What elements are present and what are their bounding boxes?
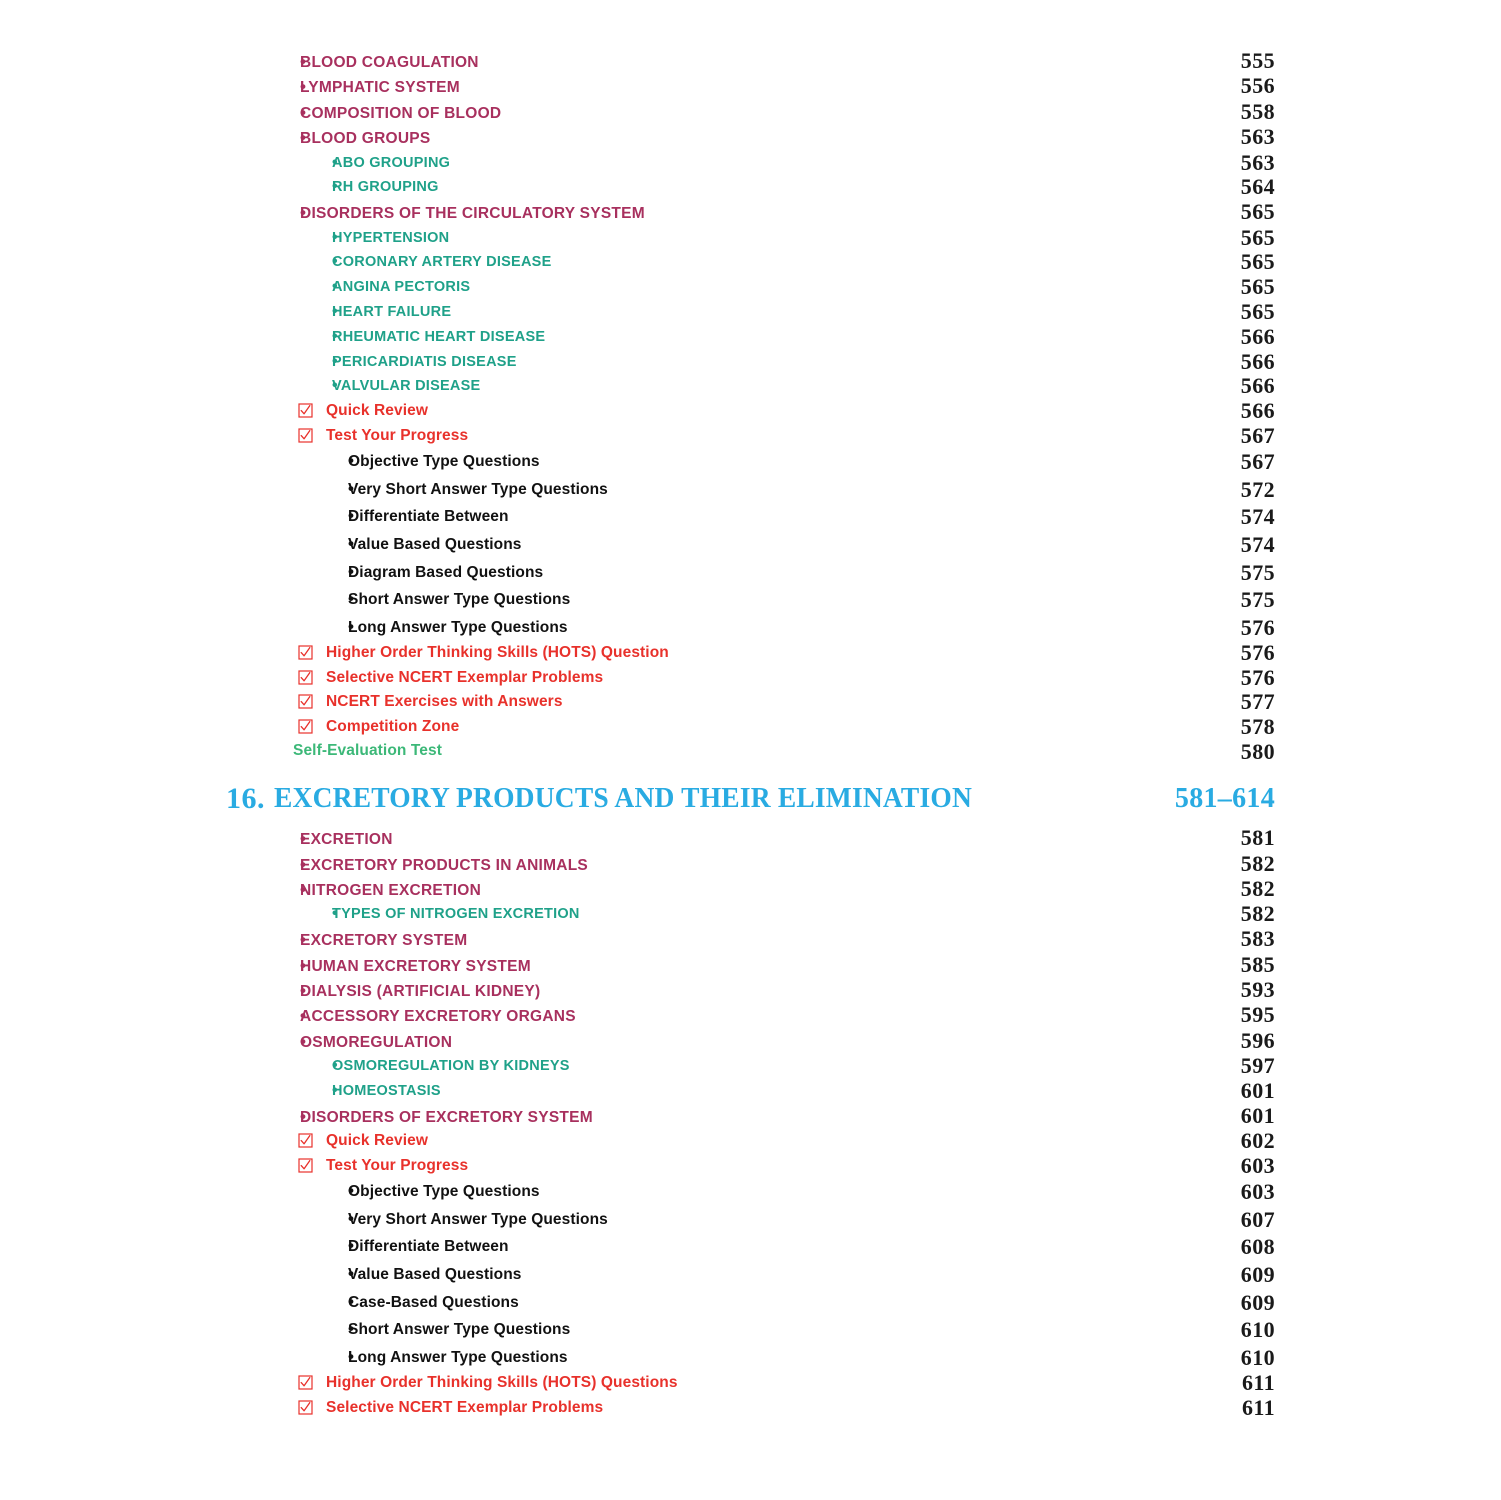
toc-entry-page-number: 575 (1240, 559, 1275, 585)
toc-entry-page-number: 563 (1240, 124, 1275, 150)
toc-entry-label: NITROGEN EXCRETION (300, 882, 482, 900)
toc-entry-level1[interactable] (0, 876, 1501, 905)
toc-entry-label: Higher Order Thinking Skills (HOTS) Questions (326, 1374, 678, 1392)
toc-entry-label: HUMAN EXCRETORY SYSTEM (300, 957, 531, 975)
toc-entry-label: RH GROUPING (332, 179, 439, 196)
toc-entry-level3[interactable] (0, 1181, 1501, 1209)
toc-entry-level2[interactable] (0, 274, 1501, 303)
toc-entry-level2[interactable] (0, 249, 1501, 278)
toc-entry-label: ABO GROUPING (332, 154, 451, 171)
toc-entry-level2[interactable] (0, 149, 1501, 179)
toc-entry-page-number: 567 (1240, 449, 1275, 475)
toc-entry-level3[interactable] (0, 559, 1501, 590)
toc-entry-label: Long Answer Type Questions (348, 618, 568, 636)
toc-entry-level1[interactable] (0, 951, 1501, 981)
toc-entry-label: Differentiate Between (348, 508, 509, 526)
toc-entry-page-number: 574 (1240, 531, 1275, 557)
toc-entry-page-number: 608 (1240, 1234, 1275, 1260)
toc-entry-page-number: 556 (1240, 73, 1275, 99)
toc-entry-page-number: 581 (1240, 825, 1275, 851)
toc-entry-label: Value Based Questions (348, 1265, 522, 1283)
toc-entry-level2[interactable] (0, 323, 1501, 353)
chapter-page-range: 581–614 (1174, 783, 1275, 815)
toc-entry-label: Very Short Answer Type Questions (348, 1210, 608, 1228)
toc-entry-page-number: 565 (1240, 249, 1275, 275)
toc-entry-label: Quick Review (326, 402, 428, 420)
toc-entry-label: Test Your Progress (326, 426, 469, 444)
toc-entry-label: BLOOD COAGULATION (300, 54, 479, 71)
toc-entry-level3[interactable] (0, 1289, 1501, 1320)
toc-entry-label: Short Answer Type Questions (348, 1321, 571, 1339)
toc-entry-level1[interactable] (0, 199, 1501, 228)
toc-entry-checkbox[interactable] (0, 398, 1501, 427)
toc-entry-page-number: 565 (1240, 274, 1275, 300)
toc-entry-label: Competition Zone (326, 717, 460, 735)
toc-entry-label: OSMOREGULATION BY KIDNEYS (332, 1058, 570, 1075)
toc-entry-label: Selective NCERT Exemplar Problems (326, 668, 604, 686)
toc-entry-level1[interactable] (0, 1102, 1501, 1132)
toc-entry-level3[interactable] (0, 476, 1501, 507)
toc-entry-page-number: 609 (1240, 1261, 1275, 1287)
toc-entry-label: HOMEOSTASIS (332, 1083, 441, 1099)
toc-entry-page-number: 566 (1240, 398, 1275, 424)
toc-entry-level2[interactable] (0, 348, 1501, 378)
toc-entry-level3[interactable] (0, 1206, 1501, 1237)
toc-entry-page-number: 555 (1240, 48, 1275, 73)
toc-entry-checkbox[interactable] (0, 689, 1501, 718)
toc-entry-level2[interactable] (0, 174, 1501, 203)
toc-entry-page-number: 576 (1240, 640, 1275, 666)
toc-entry-label: ACCESSORY EXCRETORY ORGANS (300, 1008, 576, 1026)
toc-section-chapter-16 (0, 825, 1501, 1423)
toc-entry-label: TYPES OF NITROGEN EXCRETION (332, 906, 580, 923)
toc-entry-level2[interactable] (0, 373, 1501, 402)
toc-entry-level3[interactable] (0, 1261, 1501, 1292)
toc-entry-checkbox[interactable] (0, 713, 1501, 743)
toc-entry-label: LYMPHATIC SYSTEM (300, 79, 460, 97)
toc-entry-level1[interactable] (0, 825, 1501, 854)
toc-entry-page-number: 583 (1240, 926, 1275, 952)
toc-entry-label: EXCRETORY SYSTEM (300, 932, 468, 950)
toc-entry-page-number: 575 (1240, 587, 1275, 613)
toc-entry-page-number: 607 (1240, 1206, 1275, 1232)
toc-entry-page-number: 582 (1240, 901, 1275, 927)
table-of-contents (0, 48, 1501, 1423)
toc-entry-page-number: 585 (1240, 951, 1275, 977)
toc-entry-plain[interactable] (0, 739, 1501, 768)
toc-entry-level1[interactable] (0, 977, 1501, 1006)
toc-entry-label: Higher Order Thinking Skills (HOTS) Question (326, 644, 669, 662)
toc-entry-label: Objective Type Questions (348, 1183, 540, 1201)
toc-entry-label: HYPERTENSION (332, 229, 450, 246)
toc-entry-level2[interactable] (0, 1053, 1501, 1082)
toc-entry-page-number: 582 (1240, 876, 1275, 902)
toc-entry-label: Value Based Questions (348, 535, 522, 553)
toc-entry-level3[interactable] (0, 506, 1501, 534)
toc-entry-label: Self-Evaluation Test (293, 742, 442, 760)
toc-entry-page-number: 596 (1240, 1027, 1275, 1053)
toc-entry-checkbox[interactable] (0, 422, 1501, 452)
chapter-title: EXCRETORY PRODUCTS AND THEIR ELIMINATION (274, 783, 972, 815)
toc-entry-page-number: 558 (1240, 98, 1275, 124)
chapter-number: 16. (226, 782, 265, 816)
toc-entry-label: DIALYSIS (ARTIFICIAL KIDNEY) (300, 983, 541, 1001)
toc-entry-page-number: 566 (1240, 323, 1275, 349)
toc-entry-label: RHEUMATIC HEART DISEASE (332, 328, 546, 345)
chapter-heading[interactable] (0, 782, 1501, 829)
toc-entry-page-number: 576 (1240, 614, 1275, 640)
toc-section-continued (0, 48, 1501, 768)
toc-entry-page-number: 578 (1240, 713, 1275, 739)
toc-entry-label: Short Answer Type Questions (348, 591, 571, 609)
toc-entry-level2[interactable] (0, 224, 1501, 254)
toc-entry-page-number: 576 (1240, 664, 1275, 690)
toc-entry-page-number: 577 (1240, 689, 1275, 715)
toc-entry-checkbox[interactable] (0, 1370, 1501, 1399)
toc-entry-label: CORONARY ARTERY DISEASE (332, 254, 552, 271)
toc-entry-page-number: 611 (1242, 1370, 1275, 1396)
toc-entry-page-number: 602 (1240, 1128, 1275, 1154)
toc-entry-label: Differentiate Between (348, 1238, 509, 1256)
toc-entry-page-number: 610 (1240, 1317, 1275, 1343)
toc-entry-page-number: 601 (1240, 1078, 1275, 1103)
toc-entry-label: OSMOREGULATION (300, 1033, 453, 1051)
toc-entry-level1[interactable] (0, 48, 1501, 77)
toc-entry-page-number: 565 (1240, 298, 1275, 324)
toc-entry-label: Case-Based Questions (348, 1293, 519, 1311)
toc-entry-label: Test Your Progress (326, 1156, 469, 1174)
toc-entry-level1[interactable] (0, 1027, 1501, 1057)
toc-entry-page-number: 595 (1240, 1002, 1275, 1028)
toc-entry-page-number: 565 (1240, 199, 1275, 225)
toc-entry-page-number: 593 (1240, 977, 1275, 1003)
toc-entry-level3[interactable] (0, 1319, 1501, 1347)
toc-entry-label: Long Answer Type Questions (348, 1348, 568, 1366)
toc-entry-label: HEART FAILURE (332, 303, 452, 320)
toc-entry-label: BLOOD GROUPS (300, 130, 431, 148)
toc-entry-level1[interactable] (0, 1002, 1501, 1031)
toc-entry-page-number: 580 (1240, 739, 1275, 765)
toc-entry-level1[interactable] (0, 124, 1501, 153)
toc-entry-label: Selective NCERT Exemplar Problems (326, 1398, 604, 1416)
toc-entry-label: DISORDERS OF EXCRETORY SYSTEM (300, 1108, 593, 1126)
toc-entry-level1[interactable] (0, 73, 1501, 102)
toc-entry-page-number: 609 (1240, 1289, 1275, 1315)
toc-entry-page-number: 566 (1240, 373, 1275, 399)
toc-entry-level1[interactable] (0, 926, 1501, 955)
toc-entry-level3[interactable] (0, 1344, 1501, 1375)
toc-entry-page-number: 564 (1240, 174, 1275, 200)
toc-entry-level3[interactable] (0, 589, 1501, 617)
toc-entry-page-number: 563 (1240, 149, 1275, 175)
toc-entry-level3[interactable] (0, 614, 1501, 645)
toc-entry-page-number: 597 (1240, 1053, 1275, 1079)
toc-entry-page-number: 572 (1240, 476, 1275, 502)
toc-entry-checkbox[interactable] (0, 1152, 1501, 1182)
toc-entry-level2[interactable] (0, 901, 1501, 930)
toc-entry-label: EXCRETORY PRODUCTS IN ANIMALS (300, 856, 588, 874)
toc-entry-page-number: 574 (1240, 504, 1275, 530)
toc-entry-level2[interactable] (0, 298, 1501, 328)
toc-entry-page-number: 601 (1240, 1102, 1275, 1128)
toc-entry-checkbox[interactable] (0, 1394, 1501, 1424)
toc-entry-label: VALVULAR DISEASE (332, 378, 481, 395)
toc-entry-page-number: 565 (1240, 224, 1275, 250)
toc-entry-checkbox[interactable] (0, 664, 1501, 694)
toc-entry-page-number: 582 (1240, 850, 1275, 876)
toc-entry-page-number: 603 (1240, 1152, 1275, 1178)
toc-entry-label: EXCRETION (300, 831, 393, 849)
toc-entry-level3[interactable] (0, 1236, 1501, 1264)
toc-entry-label: DISORDERS OF THE CIRCULATORY SYSTEM (300, 205, 645, 223)
toc-entry-label: COMPOSITION OF BLOOD (300, 104, 502, 122)
toc-entry-level3[interactable] (0, 451, 1501, 479)
toc-entry-label: NCERT Exercises with Answers (326, 693, 563, 711)
toc-entry-page-number: 566 (1240, 348, 1275, 374)
toc-entry-label: PERICARDIATIS DISEASE (332, 353, 517, 370)
toc-entry-label: Very Short Answer Type Questions (348, 480, 608, 498)
toc-entry-level1[interactable] (0, 850, 1501, 880)
toc-entry-label: Quick Review (326, 1132, 428, 1150)
toc-entry-level3[interactable] (0, 531, 1501, 562)
toc-entry-checkbox[interactable] (0, 640, 1501, 669)
toc-entry-page-number: 611 (1242, 1394, 1275, 1420)
toc-entry-level2[interactable] (0, 1078, 1501, 1107)
toc-entry-level1[interactable] (0, 98, 1501, 128)
toc-entry-label: Objective Type Questions (348, 453, 540, 471)
toc-entry-page-number: 567 (1240, 422, 1275, 448)
toc-entry-page-number: 603 (1240, 1179, 1275, 1205)
toc-entry-label: ANGINA PECTORIS (332, 279, 471, 296)
toc-entry-label: Diagram Based Questions (348, 563, 544, 581)
toc-entry-page-number: 610 (1240, 1344, 1275, 1370)
toc-entry-checkbox[interactable] (0, 1128, 1501, 1157)
